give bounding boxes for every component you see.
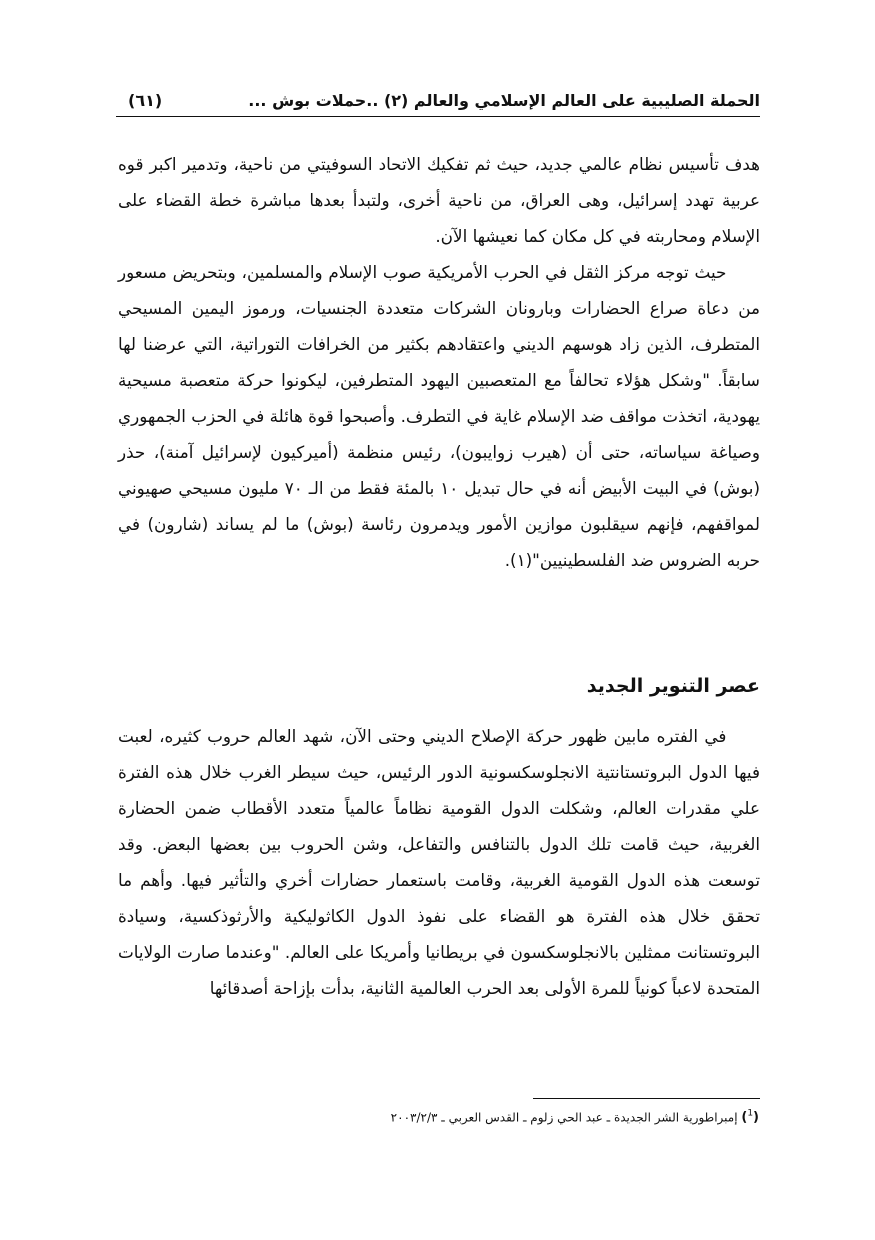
footnote-divider: [533, 1098, 760, 1099]
footnote-text: إمبراطورية الشر الجديدة ـ عبد الحي زلوم ـ القدس العربي ـ ٢٠٠٣/٢/٣: [390, 1110, 738, 1125]
paragraph: في الفتره مابين ظهور حركة الإصلاح الديني وحتى الآن، شهد العالم حروب كثيره، لعبت فيها الدول البروتستانتية الانجلوسكسونية الدور الرئيس، حيث سيطر الغرب خلال هذه الفترة علي مقدرات العالم، وشكلت الدول القومية نظاماً عالمياً متعدد الأقطاب ضمن الحضارة الغربية، حيث قامت تلك الدول بالتنافس والتفاعل، وشن الحروب بين بعضها البعض. وقد توسعت هذه الدول القومية الغربية، وقامت باستعمار حضارات أخري والتأثير فيها. وأهم ما تحقق خلال هذه الفترة هو القضاء على نفوذ الدول الكاثوليكية والأرثوذكسية، وسيادة البروتستانت ممثلين بالانجلوسكسون في بريطانيا وأمريكا على العالم. "وعندما صارت الولايات المتحدة لاعباً كونياً للمرة الأولى بعد الحرب العالمية الثانية، بدأت بإزاحة أصدقائها: [118, 726, 760, 998]
section-heading: عصر التنوير الجديد: [586, 675, 760, 697]
body-text-section: [118, 718, 760, 1006]
paragraph: حيث توجه مركز الثقل في الحرب الأمريكية صوب الإسلام والمسلمين، وبتحريض مسعور من دعاة صراع الحضارات وبارونان الشركات متعددة الجنسيات، ورموز اليمين المسيحي المتطرف، الذين زاد هوسهم الديني واعتقادهم بكثير من الخرافات التوراتية، التي عرضنا لها سابقاً. "وشكل هؤلاء تحالفاً مع المتعصبين اليهود المتطرفين، ليكونوا حركة متعصبة مسيحية يهودية، اتخذت مواقف ضد الإسلام غاية في التطرف. وأصبحوا قوة هائلة في الحزب الجمهوري وصياغة سياساته، حتى أن (هيرب زوايبون)، رئيس منظمة (أميركيون لإسرائيل آمنة)، حذر (بوش) في البيت الأبيض أنه في حال تبديل ١٠ بالمئة فقط من الـ ٧٠ مليون مسيحي صهيوني لمواقفهم، فإنهم سيقلبون موازين الأمور ويدمرون رئاسة (بوش) ما لم يساند (شارون) في حربه الضروس ضد الفلسطينيين"(١).: [118, 262, 760, 570]
header-title: الحملة الصليبية على العالم الإسلامي والعالم (٢) ..حملات بوش ...: [248, 91, 760, 110]
running-header: [116, 88, 760, 117]
footnote: [299, 1103, 759, 1129]
body-text-top: [118, 146, 760, 578]
footnote-marker: ($^1$): [741, 1109, 759, 1126]
page-number: (٦١): [128, 91, 163, 110]
paragraph: هدف تأسيس نظام عالمي جديد، حيث ثم تفكيك الاتحاد السوفيتي من ناحية، وتدمير اكبر قوه عربية تهدد إسرائيل، وهى العراق، من ناحية أخرى، ولتبدأ بعدها مباشرة خطة القضاء على الإسلام ومحاربته في كل مكان كما نعيشها الآن.: [118, 154, 760, 246]
